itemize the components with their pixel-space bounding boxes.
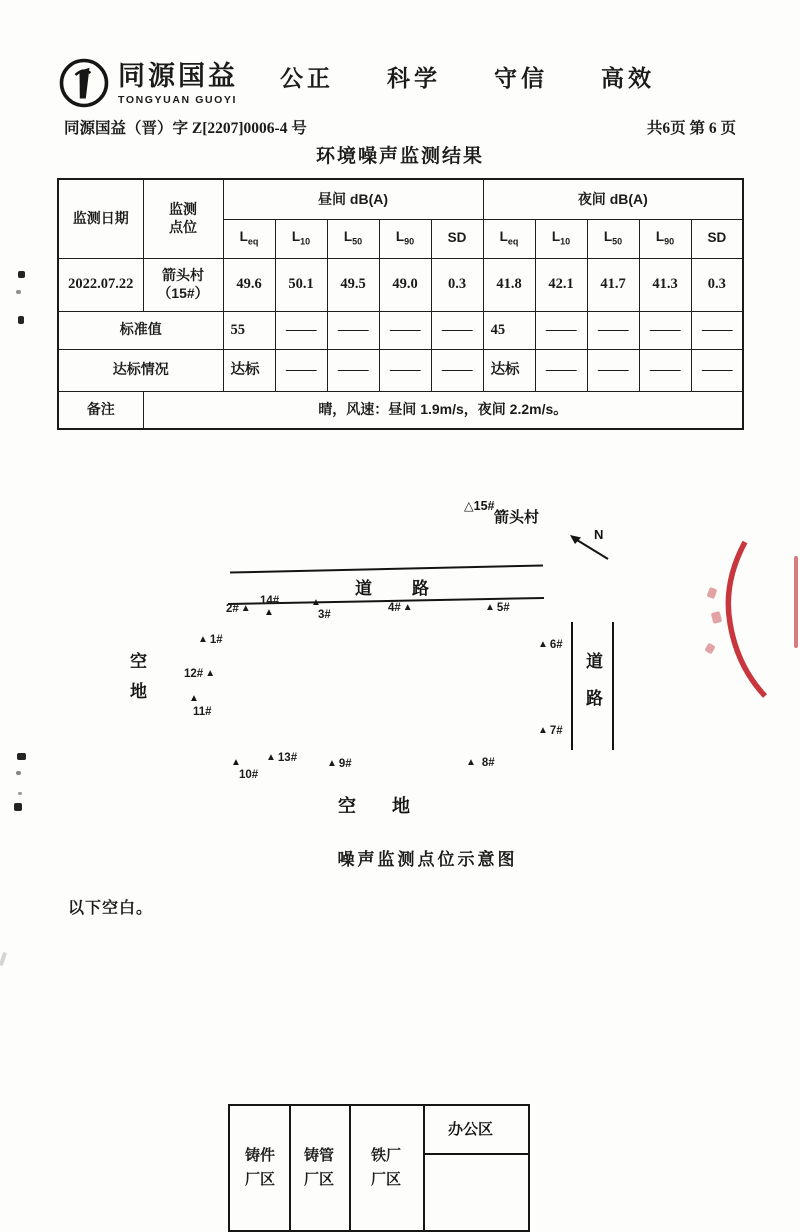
table-cell: 41.7 bbox=[587, 258, 639, 311]
scan-speck bbox=[18, 792, 22, 795]
table-subheader-cell: $L_{50}$ bbox=[587, 219, 639, 258]
marker-label: 11# bbox=[193, 706, 212, 718]
scan-speck bbox=[14, 803, 22, 811]
triangle-marker-icon: ▲ bbox=[538, 639, 548, 650]
block-label-line: 铁厂 bbox=[370, 1147, 402, 1164]
table-cell: 49.0 bbox=[379, 258, 431, 311]
table-subheader-cell: $L_{90}$ bbox=[639, 219, 691, 258]
page-title: 环境噪声监测结果 bbox=[315, 146, 484, 167]
village-label: 箭头村 bbox=[494, 509, 540, 526]
triangle-marker-icon: ▲ bbox=[327, 758, 337, 769]
north-label: N bbox=[594, 527, 604, 542]
table-cell: 达标 bbox=[223, 349, 275, 391]
table-cell: — bbox=[639, 311, 691, 349]
table-cell: 45 bbox=[483, 311, 535, 349]
noise-monitoring-table bbox=[57, 178, 744, 430]
marker-label: 5# bbox=[496, 602, 510, 614]
office-area-label: 办公区 bbox=[448, 1121, 494, 1138]
cell-site-line1: 箭头村 bbox=[162, 267, 204, 283]
row-label-standard: 标准值 bbox=[58, 311, 223, 349]
seal-edge-sliver bbox=[794, 556, 798, 648]
triangle-marker-icon: ▲ bbox=[311, 597, 321, 608]
table-cell: — bbox=[431, 349, 483, 391]
blank-below-note: 以下空白。 bbox=[68, 900, 154, 917]
table-cell: 42.1 bbox=[535, 258, 587, 311]
scan-speck bbox=[16, 290, 21, 294]
table-cell: — bbox=[587, 349, 639, 391]
block-label-iron bbox=[371, 1144, 401, 1192]
table-cell: — bbox=[327, 349, 379, 391]
table-cell: — bbox=[275, 311, 327, 349]
col-header-site-line2: 点位 bbox=[169, 218, 197, 235]
table-subheader-cell: $L_{eq}$ bbox=[483, 219, 535, 258]
document-meta-row bbox=[64, 116, 736, 138]
left-area-label: 空地 bbox=[127, 652, 146, 712]
slogan-row bbox=[280, 60, 655, 93]
marker-8 bbox=[466, 757, 495, 769]
north-arrow-icon bbox=[565, 524, 620, 566]
marker-6 bbox=[538, 639, 563, 651]
block-label-line: 厂区 bbox=[244, 1171, 276, 1188]
slogan-item: 公正 bbox=[280, 65, 334, 91]
slogan-item: 守信 bbox=[494, 65, 548, 91]
marker-12 bbox=[184, 668, 215, 680]
block-label-line: 厂区 bbox=[303, 1171, 335, 1188]
table-cell: 0.3 bbox=[431, 258, 483, 311]
document-number: 同源国益（晋）字 Z[2207]0006-4 号 bbox=[64, 120, 307, 137]
office-divider bbox=[425, 1153, 528, 1155]
table-cell: — bbox=[535, 349, 587, 391]
road-top-label: 道路 bbox=[355, 579, 469, 598]
block-label-line: 铸件 bbox=[244, 1147, 276, 1164]
marker-label: 6# bbox=[549, 639, 563, 651]
marker-7 bbox=[538, 725, 563, 737]
cell-date: 2022.07.22 bbox=[58, 258, 143, 311]
block-divider bbox=[423, 1106, 425, 1230]
marker-2 bbox=[226, 603, 251, 615]
scan-speck bbox=[0, 952, 7, 967]
triangle-marker-icon: ▲ bbox=[189, 693, 199, 704]
triangle-marker-icon: ▲ bbox=[264, 607, 274, 618]
table-cell: — bbox=[379, 349, 431, 391]
row-label-attainment: 达标情况 bbox=[58, 349, 223, 391]
col-header-site bbox=[143, 179, 223, 258]
col-header-site-line1: 监测 bbox=[169, 201, 197, 218]
triangle-marker-icon: ▲ bbox=[538, 725, 548, 736]
logo-icon bbox=[58, 57, 110, 109]
marker-11 bbox=[193, 706, 212, 718]
slogan-item: 科学 bbox=[387, 65, 441, 91]
row-label-remark: 备注 bbox=[58, 391, 143, 429]
marker-1 bbox=[198, 634, 223, 646]
cell-site bbox=[143, 258, 223, 311]
marker-label: 7# bbox=[549, 725, 563, 737]
block-label-line: 厂区 bbox=[370, 1171, 402, 1188]
marker-9 bbox=[327, 758, 352, 770]
table-cell: 41.3 bbox=[639, 258, 691, 311]
table-cell: — bbox=[275, 349, 327, 391]
marker-3 bbox=[318, 609, 331, 621]
table-cell: 50.1 bbox=[275, 258, 327, 311]
table-cell: — bbox=[691, 349, 743, 391]
scan-speck bbox=[18, 271, 25, 278]
marker-label: 2# bbox=[226, 603, 239, 615]
col-header-nighttime: 夜间 dB(A) bbox=[483, 179, 743, 219]
table-cell: 41.8 bbox=[483, 258, 535, 311]
table-subheader-cell: $L_{10}$ bbox=[535, 219, 587, 258]
road-top-line-upper bbox=[230, 564, 543, 573]
marker-14 bbox=[260, 595, 279, 607]
marker-label: 1# bbox=[209, 634, 223, 646]
triangle-marker-icon: ▲ bbox=[485, 602, 495, 613]
marker-label: 12# bbox=[184, 668, 204, 680]
block-label-line: 铸管 bbox=[303, 1147, 335, 1164]
marker-label: 14# bbox=[260, 595, 280, 607]
table-cell: 0.3 bbox=[691, 258, 743, 311]
table-subheader-cell: $L_{90}$ bbox=[379, 219, 431, 258]
company-logo bbox=[58, 57, 238, 109]
road-right-line-right bbox=[612, 622, 614, 750]
marker-13 bbox=[266, 752, 297, 764]
slogan-item: 高效 bbox=[601, 65, 655, 91]
logo-text-cn: 同源国益 bbox=[118, 61, 238, 91]
triangle-marker-icon: ▲ bbox=[205, 668, 216, 679]
table-cell: — bbox=[327, 311, 379, 349]
marker-label: 3# bbox=[318, 609, 331, 621]
road-right-line-left bbox=[571, 622, 573, 750]
marker-label: 4# bbox=[388, 602, 401, 614]
marker-label: 9# bbox=[338, 758, 352, 770]
table-cell: 49.5 bbox=[327, 258, 379, 311]
marker-label: 13# bbox=[277, 752, 298, 764]
block-label-pipe bbox=[304, 1144, 334, 1192]
table-cell: — bbox=[535, 311, 587, 349]
triangle-marker-icon: ▲ bbox=[198, 634, 208, 645]
marker-4 bbox=[388, 602, 413, 614]
table-cell: — bbox=[639, 349, 691, 391]
diagram-caption: 噪声监测点位示意图 bbox=[337, 850, 518, 869]
scan-speck bbox=[17, 753, 26, 760]
table-cell: — bbox=[379, 311, 431, 349]
table-cell: — bbox=[587, 311, 639, 349]
road-right-label: 道路 bbox=[583, 652, 602, 726]
bottom-area-label: 空地 bbox=[338, 796, 446, 816]
table-subheader-cell: $L_{50}$ bbox=[327, 219, 379, 258]
scan-speck bbox=[16, 771, 21, 775]
table-subheader-cell: $L_{eq}$ bbox=[223, 219, 275, 258]
block-divider bbox=[349, 1106, 351, 1230]
cell-remark: 晴，风速：昼间 1.9m/s，夜间 2.2m/s。 bbox=[143, 391, 743, 429]
triangle-marker-icon: ▲ bbox=[240, 603, 251, 614]
scan-speck bbox=[18, 316, 24, 324]
marker-label: 8# bbox=[481, 757, 495, 769]
table-subheader-cell: SD bbox=[431, 219, 483, 258]
table-cell: — bbox=[431, 311, 483, 349]
col-header-daytime: 昼间 dB(A) bbox=[223, 179, 483, 219]
table-cell: 49.6 bbox=[223, 258, 275, 311]
marker-10 bbox=[239, 769, 258, 781]
triangle-marker-icon: ▲ bbox=[266, 752, 276, 763]
marker-5 bbox=[485, 602, 510, 614]
logo-text-en: TONGYUAN GUOYI bbox=[118, 94, 238, 106]
table-cell: 达标 bbox=[483, 349, 535, 391]
triangle-marker-icon: ▲ bbox=[402, 602, 413, 613]
page-indicator: 共6页 第 6 页 bbox=[646, 120, 736, 137]
cell-site-line2: （15#） bbox=[157, 284, 209, 301]
block-divider bbox=[289, 1106, 291, 1230]
block-label-casting bbox=[245, 1144, 275, 1192]
triangle-marker-icon: ▲ bbox=[466, 757, 476, 768]
col-header-date: 监测日期 bbox=[58, 179, 143, 258]
table-subheader-cell: $L_{10}$ bbox=[275, 219, 327, 258]
marker-15: △15# bbox=[464, 499, 495, 513]
marker-label: 10# bbox=[239, 769, 259, 781]
triangle-marker-icon: ▲ bbox=[231, 757, 241, 768]
table-cell: 55 bbox=[223, 311, 275, 349]
red-seal-edge bbox=[695, 538, 800, 703]
table-cell: — bbox=[691, 311, 743, 349]
factory-block bbox=[228, 1104, 530, 1232]
table-subheader-cell: SD bbox=[691, 219, 743, 258]
